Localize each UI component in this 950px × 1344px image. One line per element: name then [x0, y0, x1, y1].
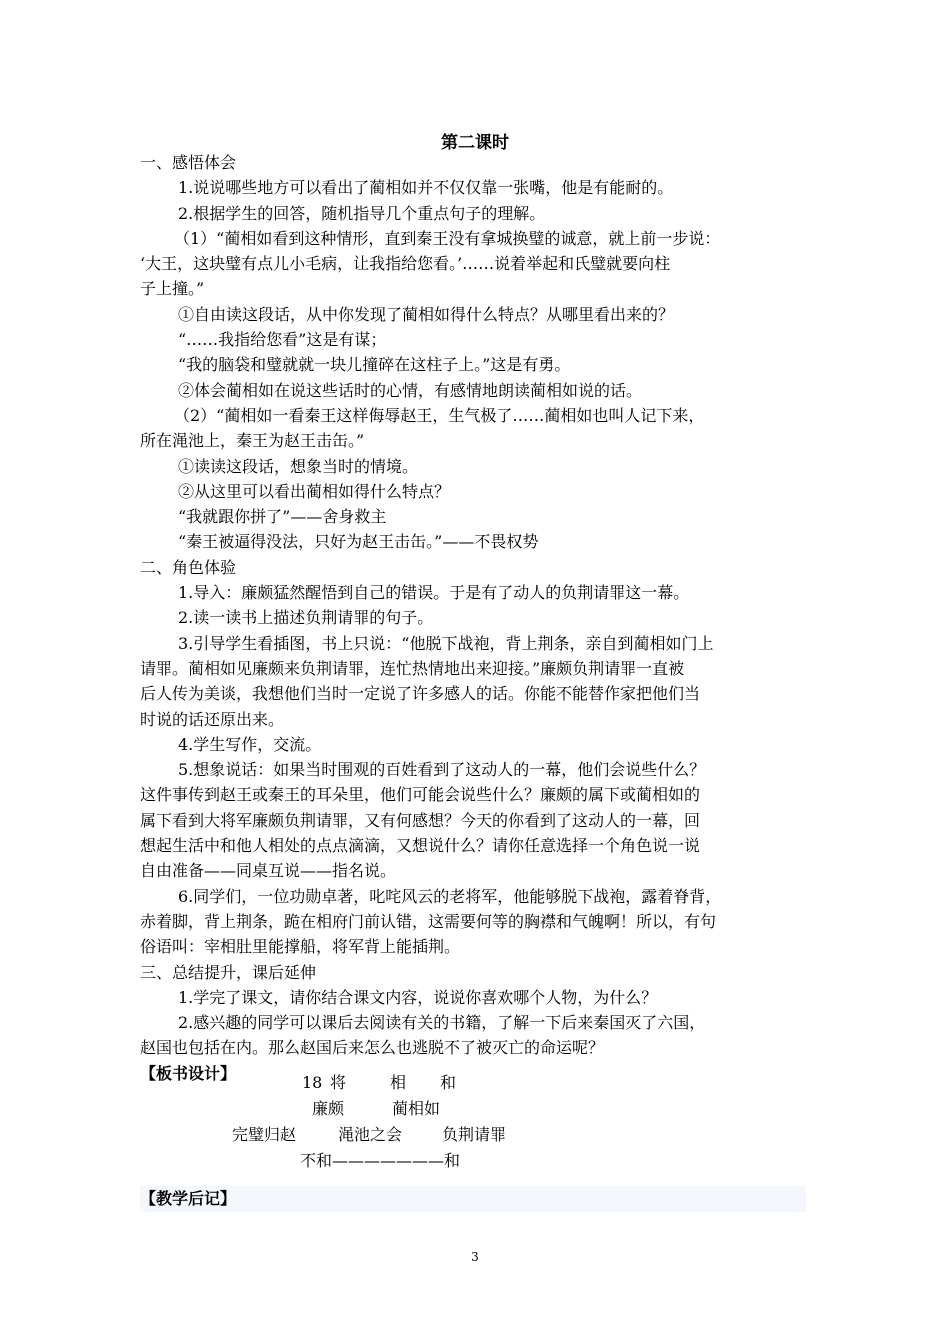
paragraph: 属下看到大将军廉颇负荆请罪，又有何感想？今天的你看到了这动人的一幕，回: [140, 810, 701, 830]
board-character: 蔺相如: [392, 1099, 441, 1118]
board-event: 负荆请罪: [442, 1125, 507, 1144]
paragraph: 2.读一读书上描述负荆请罪的句子。: [178, 608, 434, 628]
paragraph: 后人传为美谈，我想他们当时一定说了许多感人的话。你能不能替作家把他们当: [140, 684, 701, 704]
page-number: 3: [471, 1250, 479, 1264]
paragraph: 5.想象说话：如果当时围观的百姓看到了这动人的一幕，他们会说些什么？: [178, 760, 706, 780]
paragraph: ‘大王，这块璧有点儿小毛病，让我指给您看。’……说着举起和氏璧就要向柱: [140, 254, 671, 274]
board-title-char: 相: [390, 1073, 407, 1092]
paragraph: 子上撞。”: [140, 279, 205, 299]
paragraph: “我就跟你拼了”——舍身救主: [178, 507, 387, 527]
paragraph: 这件事传到赵王或秦王的耳朵里，他们可能会说些什么？廉颇的属下或蔺相如的: [140, 785, 701, 805]
paragraph: 时说的话还原出来。: [140, 709, 285, 729]
paragraph: 赵国也包括在内。那么赵国后来怎么也逃脱不了被灭亡的命运呢？: [140, 1038, 605, 1058]
paragraph: 2.根据学生的回答，随机指导几个重点句子的理解。: [178, 203, 546, 223]
paragraph: （1）“蔺相如看到这种情形，直到秦王没有拿城换璧的诚意，就上前一步说：: [174, 228, 721, 248]
paragraph: 想起生活中和他人相处的点点滴滴，又想说什么？请你任意选择一个角色说一说: [140, 836, 701, 856]
board-row: [140, 1148, 808, 1174]
board-row: [140, 1070, 808, 1096]
paragraph: “秦王被逼得没法，只好为赵王击缶。”——不畏权势: [178, 532, 539, 552]
paragraph: 赤着脚，背上荆条，跪在相府门前认错，这需要何等的胸襟和气魄啊！所以，有句: [140, 911, 717, 931]
paragraph: 1.说说哪些地方可以看出了蔺相如并不仅仅靠一张嘴，他是有能耐的。: [178, 178, 674, 198]
section-heading: 一、感悟体会: [140, 153, 237, 172]
paragraph: 请罪。蔺相如见廉颇来负荆请罪，连忙热情地出来迎接。”廉颇负荆请罪一直被: [140, 658, 685, 678]
paragraph: 1.导入：廉颇猛然醒悟到自己的错误。于是有了动人的负荆请罪这一幕。: [178, 583, 690, 603]
teaching-afterword-heading: 【教学后记】: [140, 1186, 806, 1212]
board-design-heading: 【板书设计】: [140, 1063, 237, 1083]
board-row: [140, 1122, 808, 1148]
board-character: 廉颇: [312, 1099, 345, 1118]
board-row: [140, 1096, 808, 1122]
paragraph: ①读读这段话，想象当时的情境。: [178, 456, 419, 476]
paragraph: “我的脑袋和璧就就一块儿撞碎在这柱子上。”这是有勇。: [178, 355, 571, 375]
paragraph: 自由准备——同桌互说——指名说。: [140, 861, 397, 881]
lesson-title: 第二课时: [441, 133, 509, 153]
section-heading: 二、角色体验: [140, 557, 237, 577]
paragraph: ②体会蔺相如在说这些话时的心情，有感情地朗读蔺相如说的话。: [178, 380, 643, 400]
lesson-body: [140, 150, 808, 1086]
board-lesson-number: 18: [302, 1073, 323, 1092]
paragraph: ①自由读这段话，从中你发现了蔺相如得什么特点？从哪里看出来的？: [178, 304, 675, 324]
board-relation: 不和———————和: [300, 1151, 461, 1170]
board-event: 渑池之会: [338, 1125, 403, 1144]
board-event: 完璧归赵: [232, 1125, 297, 1144]
paragraph: 6.同学们，一位功勋卓著，叱咤风云的老将军，他能够脱下战袍，露着脊背，: [178, 886, 722, 906]
section-heading: 三、总结提升，课后延伸: [140, 962, 317, 982]
board-design: [140, 1070, 808, 1174]
paragraph: ②从这里可以看出蔺相如得什么特点？: [178, 481, 451, 501]
board-title-char: 和: [440, 1073, 457, 1092]
paragraph: 俗语叫：宰相肚里能撑船，将军背上能插荆。: [140, 937, 461, 957]
paragraph: （2）“蔺相如一看秦王这样侮辱赵王，生气极了……蔺相如也叫人记下来，: [174, 405, 705, 425]
paragraph: 2.感兴趣的同学可以课后去阅读有关的书籍，了解一下后来秦国灭了六国，: [178, 1013, 706, 1033]
paragraph: 所在渑池上，秦王为赵王击缶。”: [140, 431, 365, 451]
paragraph: 1.学完了课文，请你结合课文内容，说说你喜欢哪个人物，为什么？: [178, 987, 658, 1007]
paragraph: 4.学生写作，交流。: [178, 734, 322, 754]
paragraph: “……我指给您看”这是有谋；: [178, 330, 387, 350]
board-title-char: 将: [330, 1073, 347, 1092]
paragraph: 3.引导学生看插图，书上只说：“他脱下战袍，背上荆条，亲自到蔺相如门上: [178, 633, 714, 653]
